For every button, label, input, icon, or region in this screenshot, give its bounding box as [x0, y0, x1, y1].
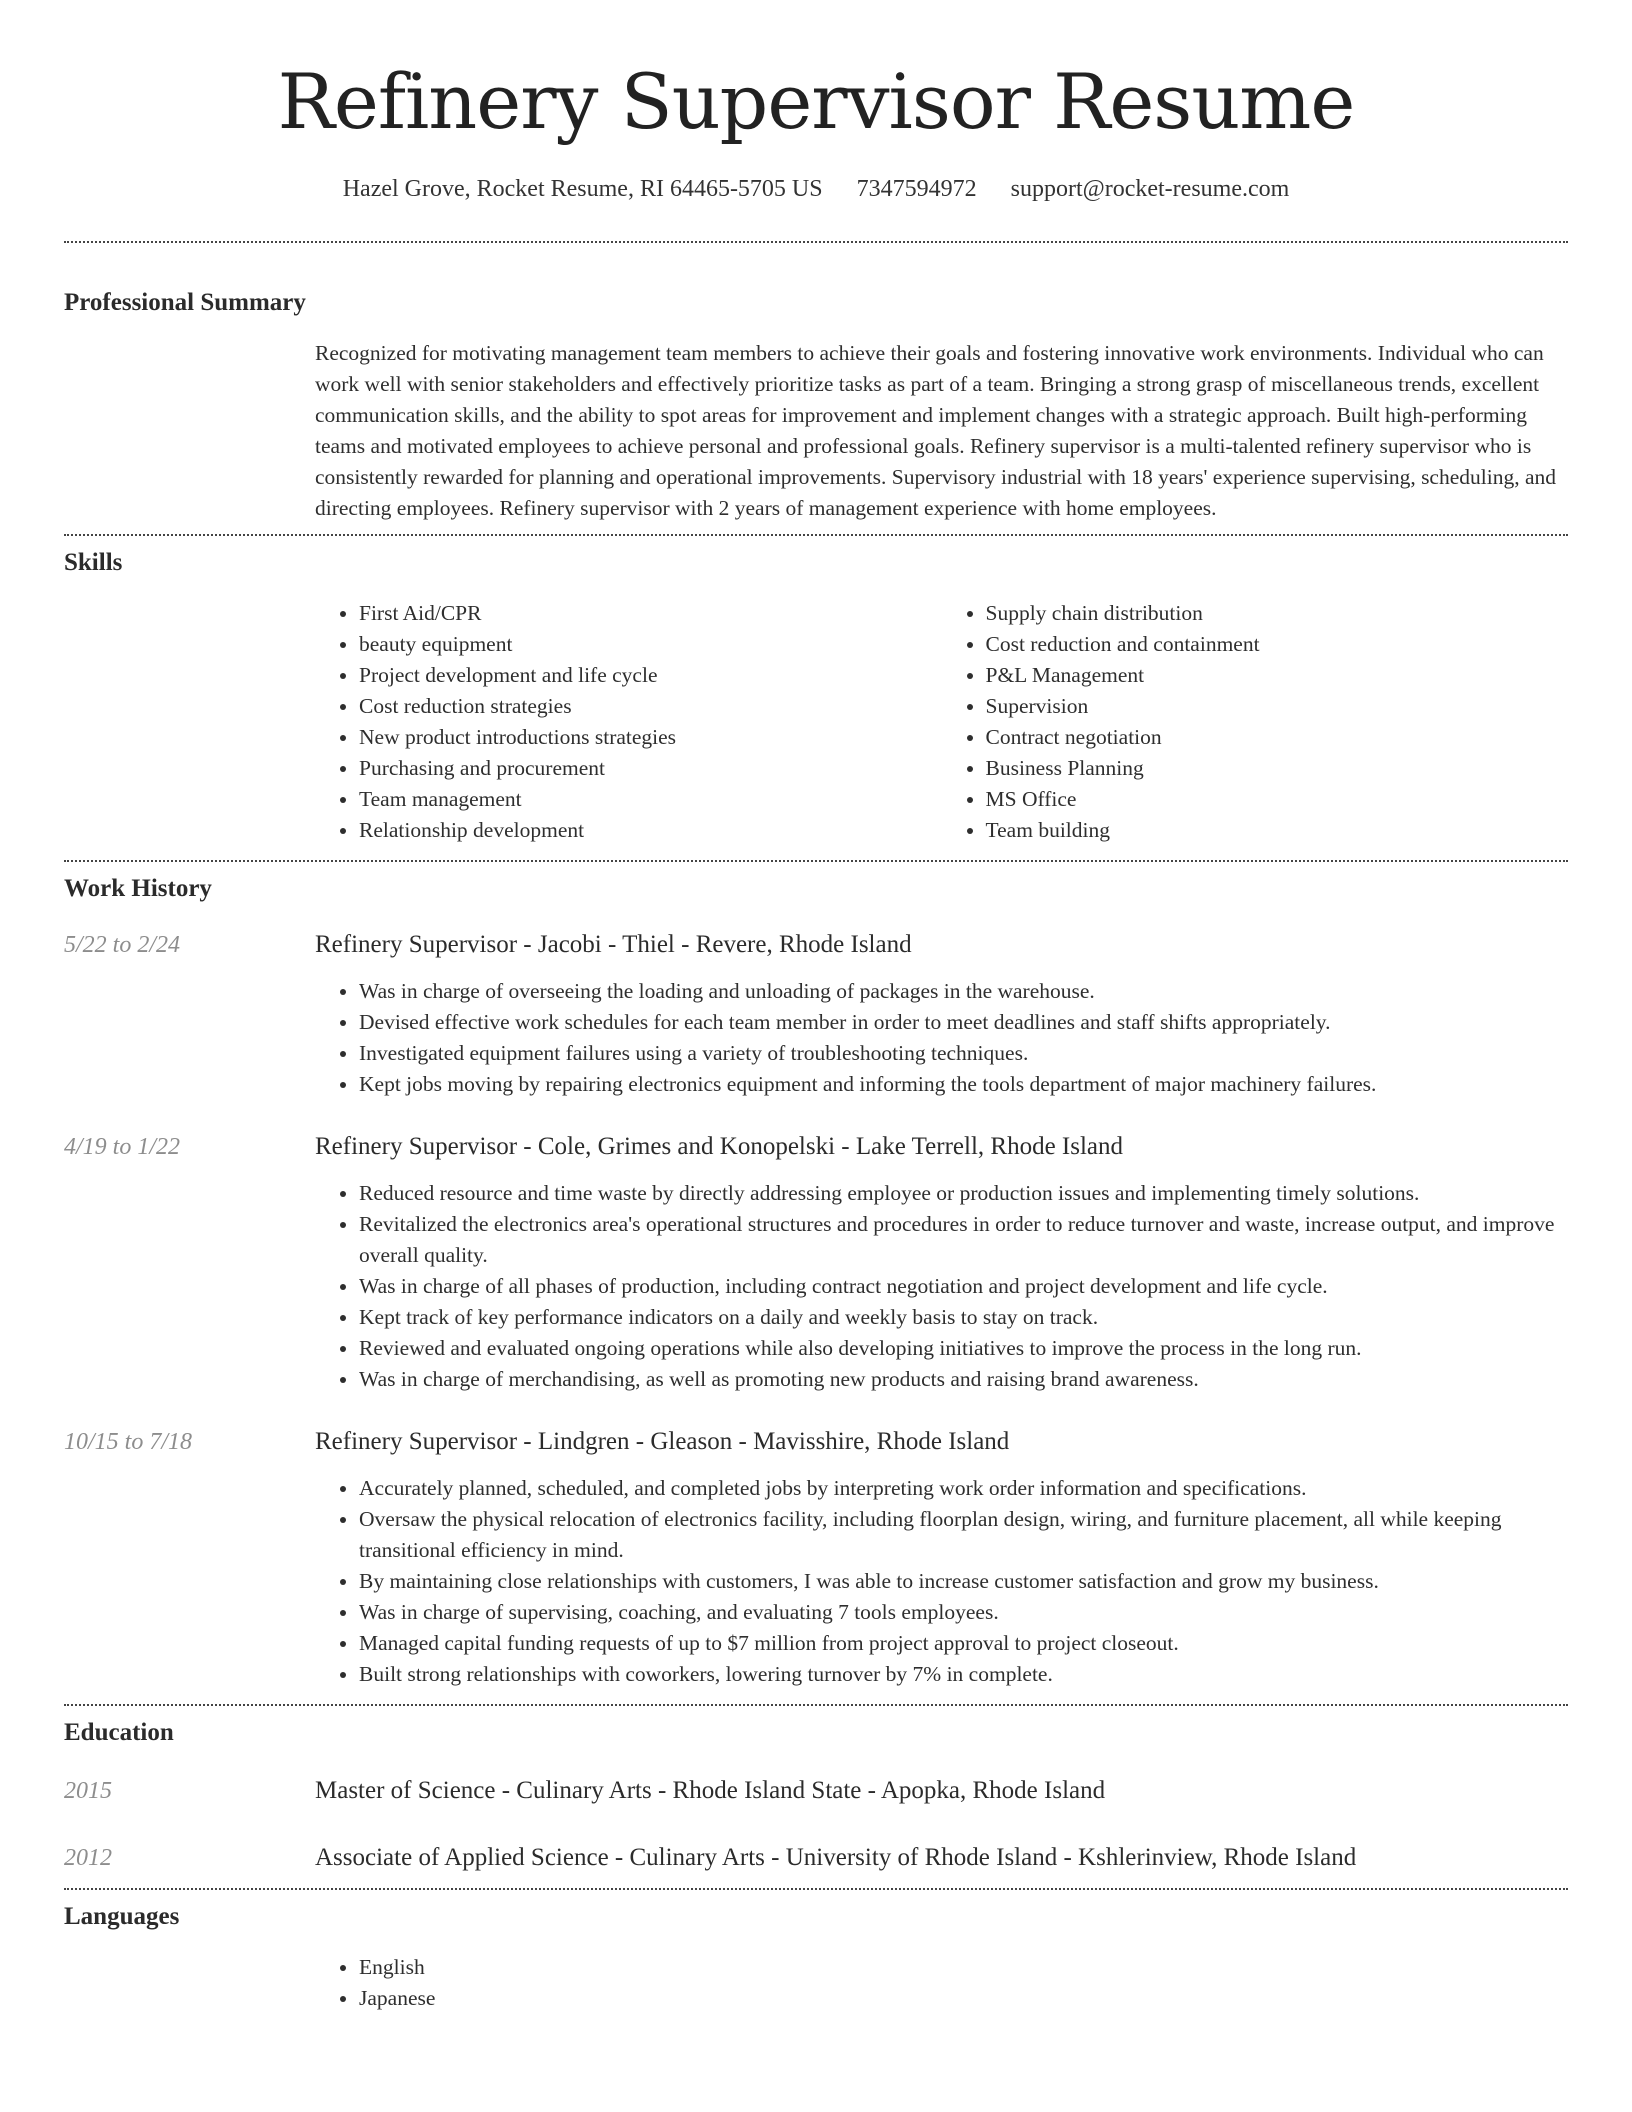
skill-item: • Cost reduction strategies: [359, 691, 942, 722]
job-bullet: • Kept jobs moving by repairing electronics equipment and informing the tools department of major machinery failures.: [359, 1069, 1568, 1100]
education-year: 2015: [64, 1778, 112, 1804]
contact-line: [64, 172, 1568, 206]
divider: [64, 860, 1568, 862]
contact-phone: 7347594972: [856, 176, 977, 202]
skills-heading: Skills: [64, 549, 123, 576]
job-bullet: • Was in charge of all phases of production, including contract negotiation and project development and life cycle.: [359, 1271, 1568, 1302]
education-degree: Associate of Applied Science - Culinary Arts - University of Rhode Island - Kshlerinview, Rhode Island: [315, 1844, 1357, 1871]
contact-email: support@rocket-resume.com: [1010, 176, 1290, 202]
job-bullets: [315, 1473, 1568, 1690]
job-bullet: • Investigated equipment failures using a variety of troubleshooting techniques.: [359, 1038, 1568, 1069]
resume-page: [64, 0, 1568, 2014]
job-title: Refinery Supervisor - Lindgren - Gleason - Mavisshire, Rhode Island: [315, 1428, 1010, 1455]
education-entry: [64, 1841, 1568, 1875]
divider: [64, 1704, 1568, 1706]
skill-item: • Team building: [986, 815, 1569, 846]
job-bullet: • Managed capital funding requests of up to $7 million from project approval to project closeout.: [359, 1628, 1568, 1659]
language-item: • English: [359, 1952, 1568, 1983]
skill-item: • beauty equipment: [359, 629, 942, 660]
job-dates: 5/22 to 2/24: [64, 932, 181, 958]
education-degree: Master of Science - Culinary Arts - Rhode Island State - Apopka, Rhode Island: [315, 1777, 1106, 1804]
education-heading: Education: [64, 1719, 174, 1746]
skills-column-right: [942, 598, 1569, 846]
job-bullet: • Kept track of key performance indicators on a daily and weekly basis to stay on track.: [359, 1302, 1568, 1333]
job-bullets: [315, 976, 1568, 1100]
job-bullet: • Was in charge of merchandising, as well as promoting new products and raising brand awareness.: [359, 1364, 1568, 1395]
education-year: 2012: [64, 1845, 112, 1871]
job-bullet: • Accurately planned, scheduled, and completed jobs by interpreting work order information and specifications.: [359, 1473, 1568, 1504]
skill-item: • Project development and life cycle: [359, 660, 942, 691]
job-bullet: • Devised effective work schedules for each team member in order to meet deadlines and staff shifts appropriately.: [359, 1007, 1568, 1038]
job-bullet: • Was in charge of supervising, coaching, and evaluating 7 tools employees.: [359, 1597, 1568, 1628]
skill-item: • Purchasing and procurement: [359, 753, 942, 784]
skill-item: • Cost reduction and containment: [986, 629, 1569, 660]
skill-item: • Supply chain distribution: [986, 598, 1569, 629]
education-entry: [64, 1774, 1568, 1808]
contact-address: Hazel Grove, Rocket Resume, RI 64465-5705 US: [342, 176, 823, 202]
job-entry: [64, 928, 1568, 1100]
divider: [64, 241, 1568, 243]
job-bullet: • Reviewed and evaluated ongoing operations while also developing initiatives to improve the process in the long run.: [359, 1333, 1568, 1364]
language-item: • Japanese: [359, 1983, 1568, 2014]
job-entry: [64, 1130, 1568, 1395]
skill-item: • P&L Management: [986, 660, 1569, 691]
skill-item: • First Aid/CPR: [359, 598, 942, 629]
job-title: Refinery Supervisor - Cole, Grimes and Konopelski - Lake Terrell, Rhode Island: [315, 1133, 1124, 1160]
work-heading: Work History: [64, 875, 212, 902]
skills-list: [315, 598, 1568, 846]
job-title: Refinery Supervisor - Jacobi - Thiel - Revere, Rhode Island: [315, 931, 912, 958]
resume-title: Refinery Supervisor Resume: [277, 57, 1355, 146]
skill-item: • Supervision: [986, 691, 1569, 722]
job-entry: [64, 1425, 1568, 1690]
job-bullet: • Oversaw the physical relocation of electronics facility, including floorplan design, wiring, and furniture placement, all while keeping transitional efficiency in mind.: [359, 1504, 1568, 1566]
skill-item: • New product introductions strategies: [359, 722, 942, 753]
skill-item: • Relationship development: [359, 815, 942, 846]
summary-text: Recognized for motivating management team members to achieve their goals and fostering innovative work environments. Individual who can work well with senior stakeholders and effectively prioritize tasks as part of a team. Bringing a strong grasp of miscellaneous trends, excellent communication skills, and the ability to spot areas for improvement and implement changes with a strategic approach. Built high-performing teams and motivated employees to achieve personal and professional goals. Refinery supervisor is a multi-talented refinery supervisor who is consistently rewarded for planning and operational improvements. Supervisory industrial with 18 years' experience supervising, scheduling, and directing employees. Refinery supervisor with 2 years of management experience with home employees.: [315, 341, 1557, 520]
summary-heading: Professional Summary: [64, 289, 306, 316]
skill-item: • Team management: [359, 784, 942, 815]
job-dates: 4/19 to 1/22: [64, 1134, 181, 1160]
job-bullets: [315, 1178, 1568, 1395]
skill-item: • MS Office: [986, 784, 1569, 815]
languages-heading: Languages: [64, 1903, 180, 1930]
job-dates: 10/15 to 7/18: [64, 1429, 193, 1455]
divider: [64, 534, 1568, 536]
divider: [64, 1888, 1568, 1890]
job-bullet: • Built strong relationships with coworkers, lowering turnover by 7% in complete.: [359, 1659, 1568, 1690]
skill-item: • Business Planning: [986, 753, 1569, 784]
job-bullet: • By maintaining close relationships with customers, I was able to increase customer satisfaction and grow my business.: [359, 1566, 1568, 1597]
job-bullet: • Reduced resource and time waste by directly addressing employee or production issues and implementing timely solutions.: [359, 1178, 1568, 1209]
languages-list: [315, 1952, 1568, 2014]
job-bullet: • Revitalized the electronics area's operational structures and procedures in order to reduce turnover and waste, increase output, and improve overall quality.: [359, 1209, 1568, 1271]
job-bullet: • Was in charge of overseeing the loading and unloading of packages in the warehouse.: [359, 976, 1568, 1007]
skill-item: • Contract negotiation: [986, 722, 1569, 753]
skills-column-left: [315, 598, 942, 846]
